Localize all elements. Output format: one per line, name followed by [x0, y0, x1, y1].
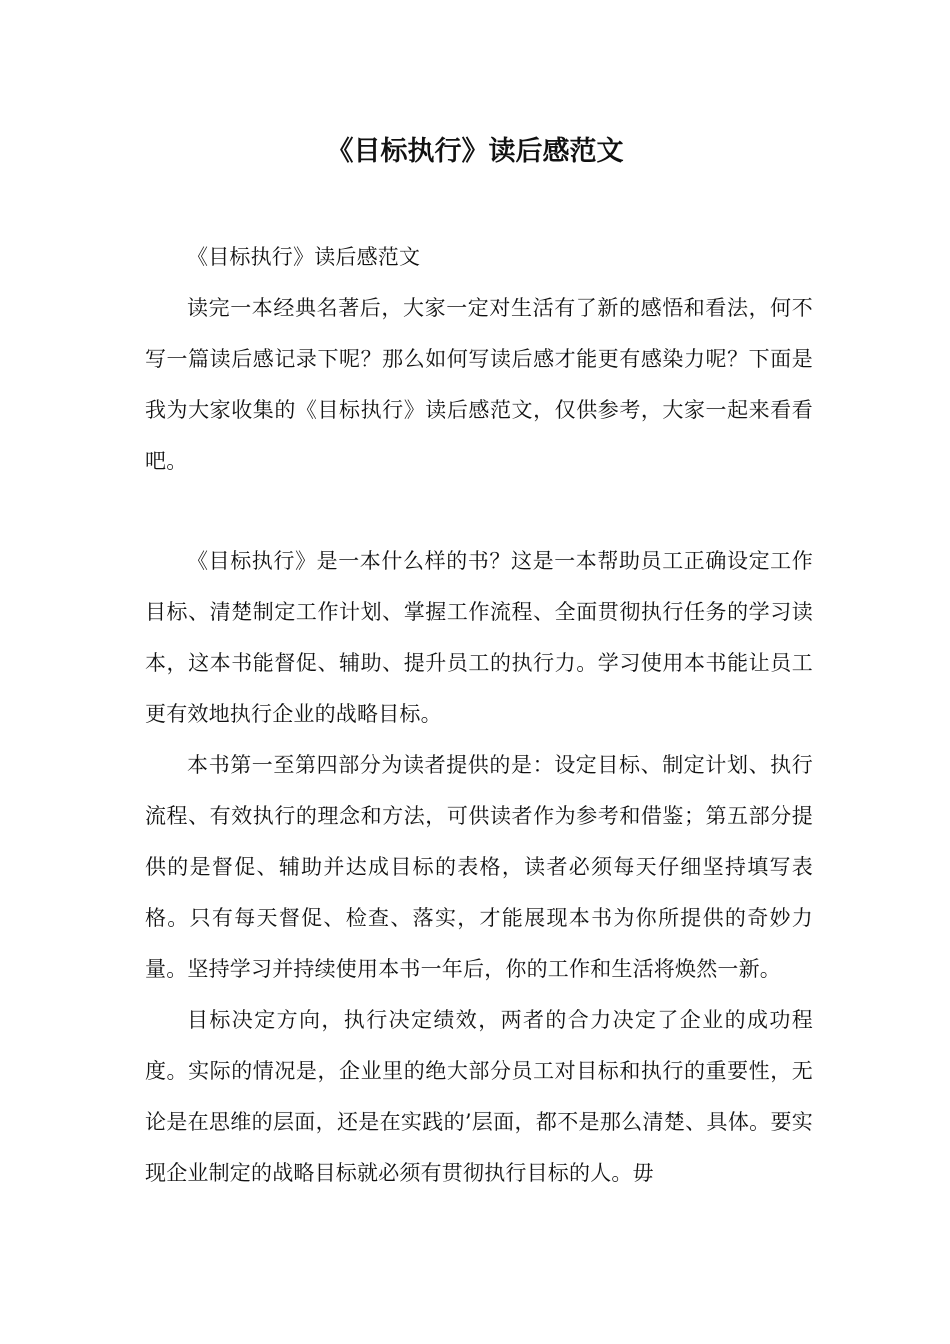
- document-body: [145, 232, 813, 1199]
- paragraph-book-structure: 本书第一至第四部分为读者提供的是：设定目标、制定计划、执行流程、有效执行的理念和方法，可供读者作为参考和借鉴；第五部分提供的是督促、辅助并达成目标的表格，读者必须每天仔细坚持填写表格。只有每天督促、检查、落实，才能展现本书为你所提供的奇妙力量。坚持学习并持续使用本书一年后，你的工作和生活将焕然一新。: [145, 753, 813, 981]
- paragraph-subtitle: 《目标执行》读后感范文: [187, 245, 421, 269]
- document-title: 《目标执行》读后感范文: [326, 136, 624, 167]
- paragraph-book-description: 《目标执行》是一本什么样的书？这是一本帮助员工正确设定工作目标、清楚制定工作计划、掌握工作流程、全面贯彻执行任务的学习读本，这本书能督促、辅助、提升员工的执行力。学习使用本书能让员工更有效地执行企业的战略目标。: [145, 549, 813, 726]
- paragraph-goal-execution: 目标决定方向，执行决定绩效，两者的合力决定了企业的成功程度。实际的情况是，企业里的绝大部分员工对目标和执行的重要性，无论是在思维的层面，还是在实践的’层面，都不是那么清楚、具体。要实现企业制定的战略目标就必须有贯彻执行目标的人。毋: [145, 1008, 813, 1185]
- paragraph-intro: 读完一本经典名著后，大家一定对生活有了新的感悟和看法，何不写一篇读后感记录下呢？那么如何写读后感才能更有感染力呢？下面是我为大家收集的《目标执行》读后感范文，仅供参考，大家一起来看看吧。: [145, 296, 813, 473]
